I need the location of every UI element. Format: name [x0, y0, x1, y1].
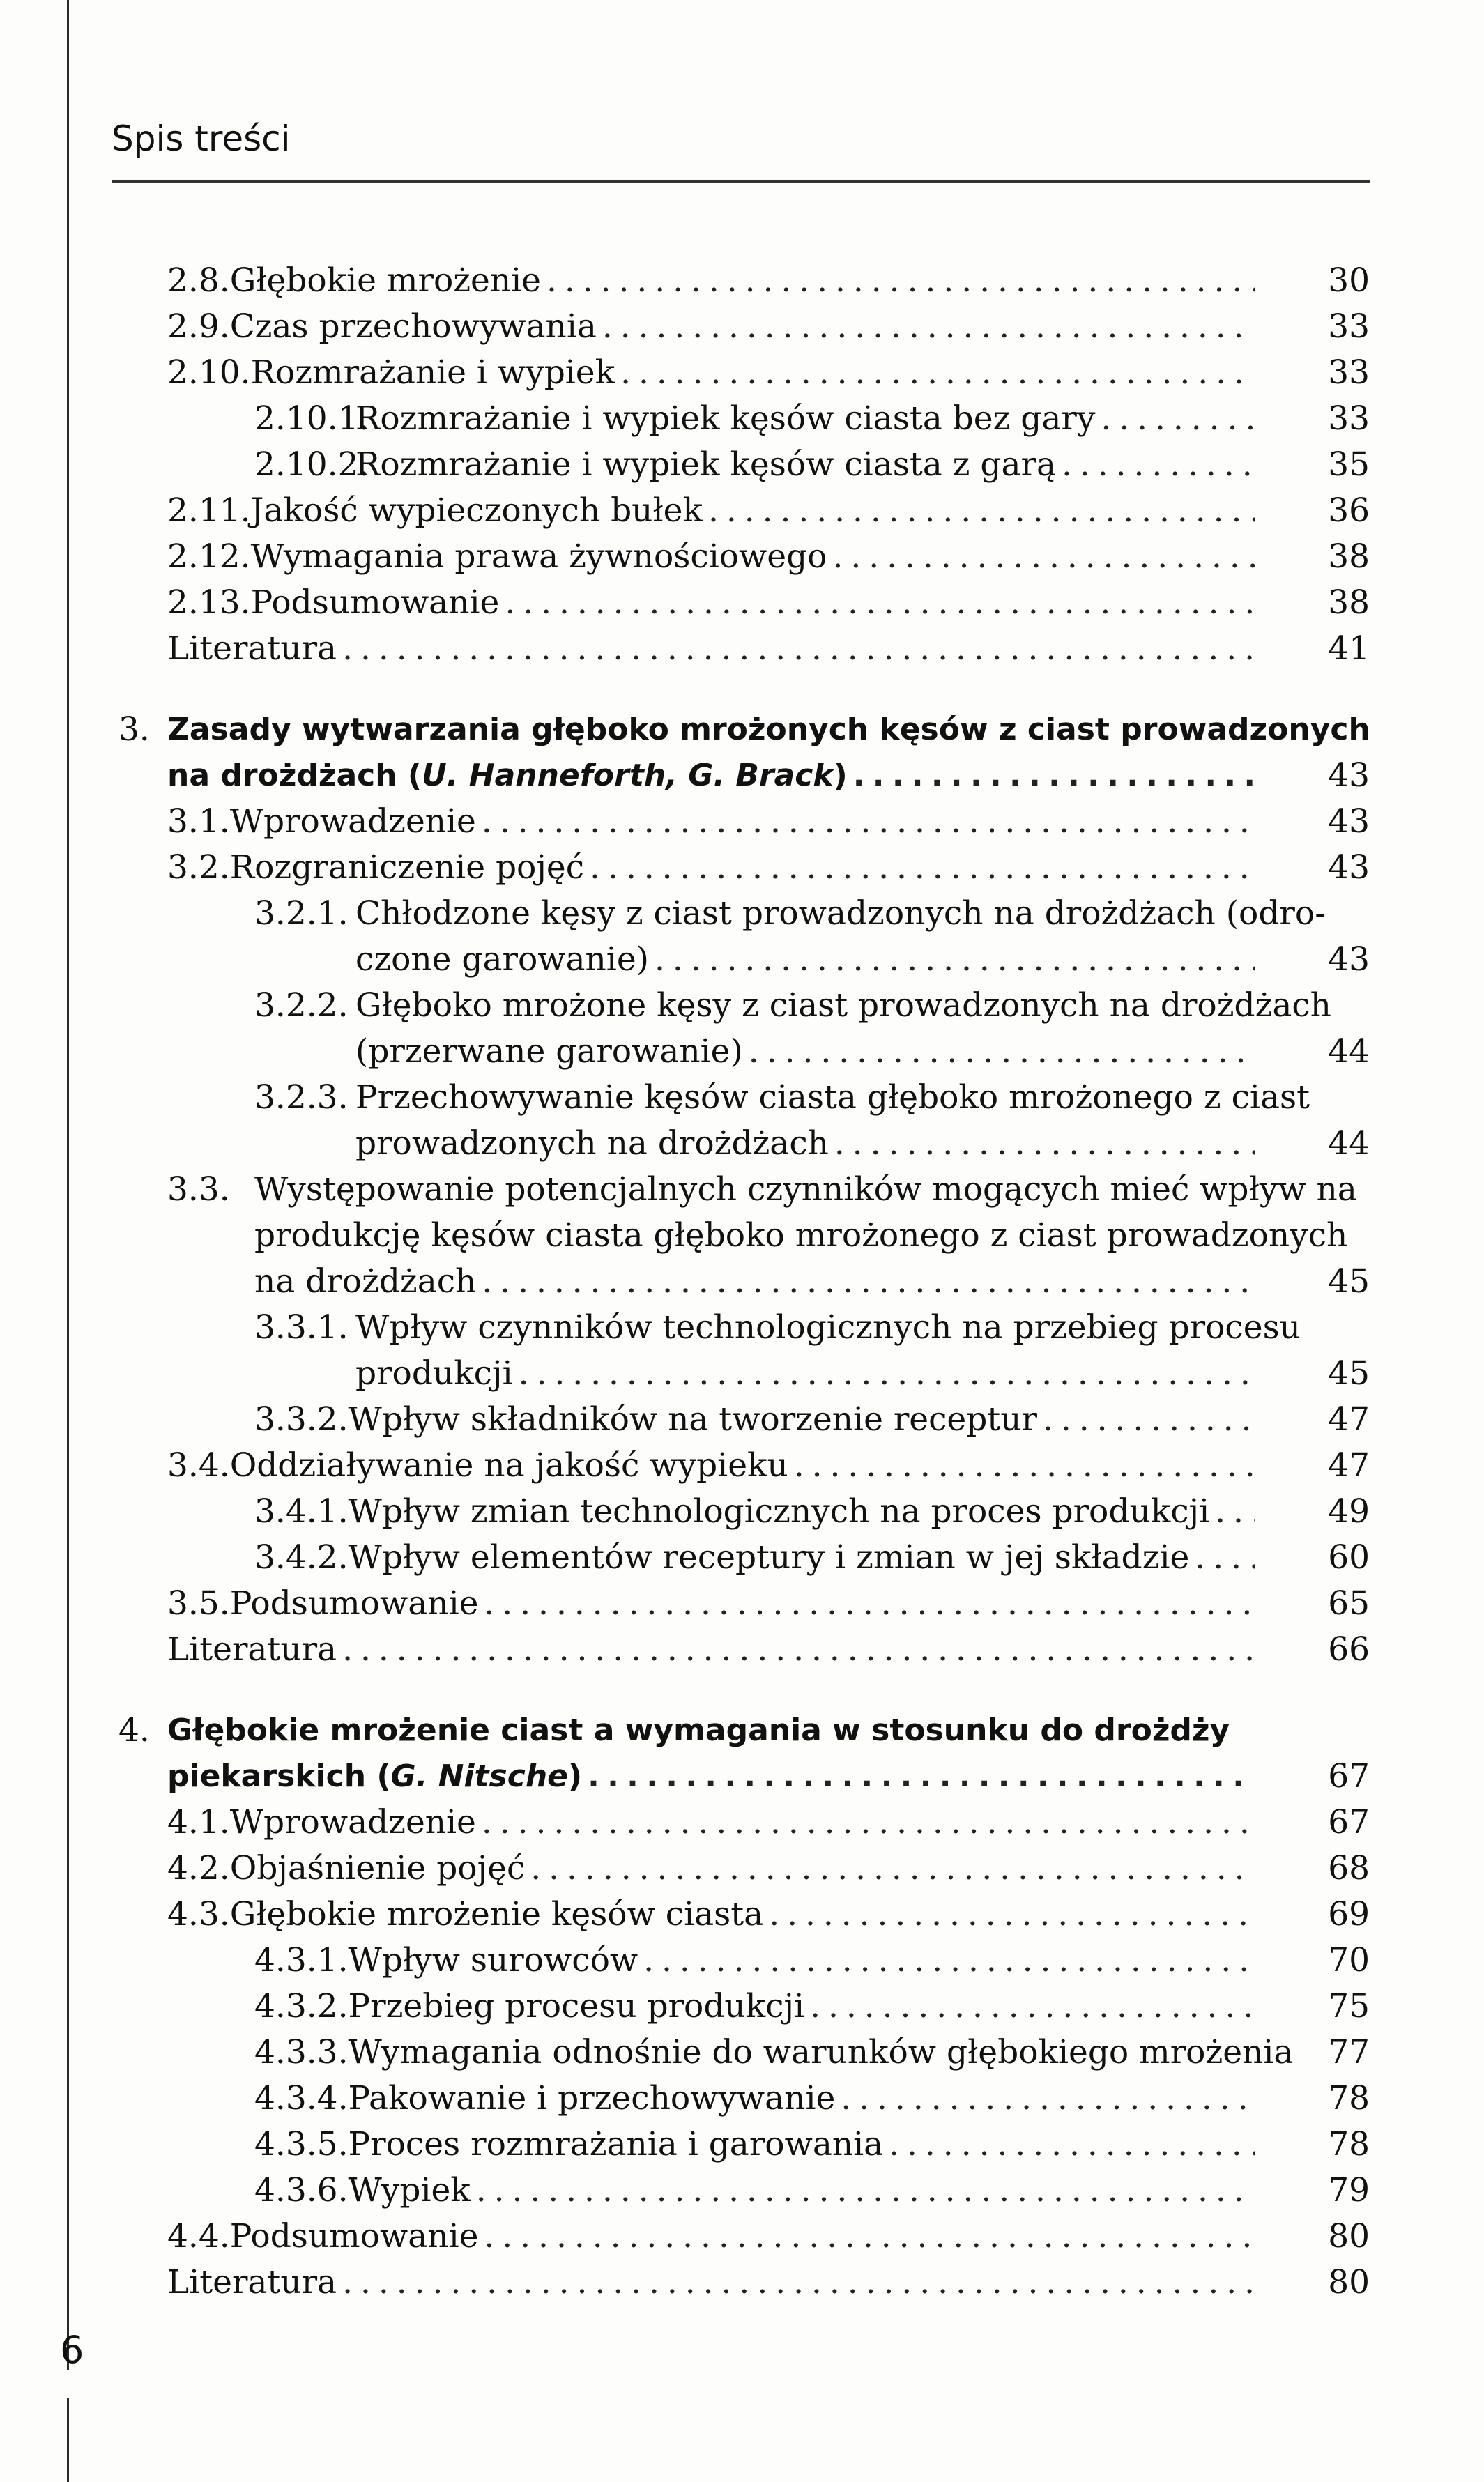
- toc-entry-title: Wypiek: [348, 2171, 471, 2209]
- toc-page-number: 49: [1328, 1492, 1370, 1531]
- toc-entry-number: 3.: [118, 710, 150, 749]
- toc-page-number: 43: [1328, 802, 1370, 841]
- toc-entry-continuation[interactable]: [355, 1029, 1255, 1075]
- toc-entry-number: 3.4.: [167, 1446, 230, 1485]
- toc-entry-title: Wymagania prawa żywnościowego: [250, 537, 827, 576]
- chapter-title: Głębokie mrożenie ciast a wymagania w stosunku do drożdży: [167, 1713, 1230, 1748]
- dot-leader: [513, 1351, 1255, 1397]
- dot-leader: [883, 2122, 1255, 2168]
- dot-leader: [703, 488, 1255, 534]
- dot-leader: [525, 1846, 1255, 1892]
- toc-entry-number: 3.2.3.: [254, 1078, 349, 1117]
- toc-entry[interactable]: [254, 1535, 1255, 1581]
- toc-entry[interactable]: [167, 1581, 1255, 1627]
- dot-leader: [829, 1121, 1255, 1167]
- toc-entry-title: Podsumowanie: [229, 2217, 479, 2255]
- toc-page-number: 47: [1328, 1446, 1370, 1485]
- dot-leader: [743, 1029, 1255, 1075]
- chapter-title: Zasady wytwarzania głęboko mrożonych kęsów z ciast prowadzonych: [167, 712, 1370, 747]
- toc-entry-title: Głębokie mrożenie: [229, 261, 541, 300]
- toc-entry-title: czone garowanie): [355, 940, 649, 979]
- toc-entry-title: Oddziaływanie na jakość wypieku: [229, 1446, 788, 1485]
- toc-entry-title: Wpływ składników na tworzenie receptur: [348, 1400, 1037, 1439]
- toc-page-number: 80: [1328, 2217, 1370, 2255]
- toc-page-number: 43: [1328, 756, 1370, 795]
- toc-entry-title: prowadzonych na drożdżach: [355, 1124, 829, 1163]
- toc-entry[interactable]: [167, 1800, 1255, 1846]
- dot-leader: [476, 799, 1255, 845]
- toc-entry-title: Rozgraniczenie pojęć: [229, 848, 585, 887]
- toc-entry-title: Wpływ czynników technologicznych na przebieg procesu: [355, 1308, 1301, 1347]
- toc-page-number: 44: [1328, 1124, 1370, 1163]
- toc-entry[interactable]: [167, 2214, 1255, 2260]
- toc-page-number: 43: [1328, 940, 1370, 979]
- dot-leader: [615, 350, 1255, 396]
- chapter-heading[interactable]: [167, 753, 1255, 799]
- toc-page-number: 75: [1328, 1987, 1370, 2025]
- toc-entry-number: 3.5.: [167, 1584, 230, 1623]
- toc-entry-number: 4.3.4.: [254, 2079, 349, 2117]
- toc-entry-title: Podsumowanie: [250, 583, 500, 622]
- dot-leader: [649, 937, 1255, 983]
- toc-page-number: 41: [1328, 629, 1370, 668]
- toc-entry[interactable]: [167, 488, 1255, 534]
- toc-page-number: 33: [1328, 399, 1370, 438]
- dot-leader: [337, 2260, 1255, 2306]
- toc-page-number: 67: [1328, 1803, 1370, 1841]
- toc-entry-number: 3.2.: [167, 848, 230, 887]
- toc-entry[interactable]: [167, 580, 1255, 626]
- toc-entry-title: Rozmrażanie i wypiek kęsów ciasta bez gary: [355, 399, 1096, 438]
- toc-entry-title: Literatura: [167, 629, 337, 668]
- toc-entry-number: 2.8.: [167, 261, 230, 300]
- toc-entry-continuation[interactable]: [355, 937, 1255, 983]
- toc-entry-title: Pakowanie i przechowywanie: [348, 2079, 836, 2117]
- toc-entry[interactable]: [254, 2030, 1294, 2076]
- toc-entry-number: 2.10.: [167, 353, 251, 392]
- chapter-title: piekarskich (: [167, 1759, 391, 1794]
- toc-entry-title: Wymagania odnośnie do warunków głębokiego mrożenia: [348, 2033, 1294, 2071]
- toc-entry-continuation[interactable]: [355, 1351, 1255, 1397]
- toc-entry[interactable]: [167, 1627, 1255, 1673]
- toc-entry-title: Wpływ zmian technologicznych na proces produkcji: [348, 1492, 1210, 1531]
- chapter-title: ): [567, 1759, 583, 1794]
- toc-entry[interactable]: [254, 2122, 1255, 2168]
- toc-entry-number: 3.3.1.: [254, 1308, 349, 1347]
- dot-leader: [541, 258, 1255, 304]
- toc-page-number: 67: [1328, 1757, 1370, 1795]
- dot-leader: [584, 845, 1255, 891]
- chapter-heading[interactable]: [167, 1754, 1255, 1800]
- toc-page-number: 78: [1328, 2125, 1370, 2163]
- toc-page-number: 38: [1328, 537, 1370, 576]
- toc-entry-title: Występowanie potencjalnych czynników mogących mieć wpływ na: [254, 1170, 1357, 1209]
- toc-entry-continuation[interactable]: [254, 1259, 1255, 1305]
- toc-entry[interactable]: [167, 534, 1255, 580]
- toc-entry[interactable]: [167, 799, 1255, 845]
- toc-entry[interactable]: [167, 1892, 1255, 1938]
- toc-entry[interactable]: [254, 1938, 1255, 1984]
- toc-entry-title: (przerwane garowanie): [355, 1032, 743, 1071]
- toc-page-number: 70: [1328, 1941, 1370, 1979]
- toc-entry-title: Wpływ surowców: [348, 1941, 638, 1979]
- margin-rule: [67, 0, 69, 2370]
- toc-page-number: 43: [1328, 848, 1370, 887]
- dot-leader: [804, 1984, 1255, 2030]
- toc-entry-number: 3.3.2.: [254, 1400, 349, 1439]
- toc-entry-title: Literatura: [167, 1630, 337, 1669]
- chapter-authors: G. Nitsche: [390, 1759, 568, 1794]
- toc-page-number: 66: [1328, 1630, 1370, 1669]
- running-head: Spis treści: [112, 118, 291, 159]
- toc-entry-title: Proces rozmrażania i garowania: [348, 2125, 884, 2163]
- toc-page-number: 69: [1328, 1895, 1370, 1933]
- toc-entry[interactable]: [254, 2168, 1255, 2214]
- toc-entry[interactable]: [167, 2260, 1255, 2306]
- toc-entry-continuation[interactable]: [355, 1121, 1255, 1167]
- toc-entry-number: 3.1.: [167, 802, 230, 841]
- toc-entry[interactable]: [254, 1397, 1255, 1443]
- toc-page-number: 30: [1328, 261, 1370, 300]
- toc-entry[interactable]: [167, 1846, 1255, 1892]
- toc-page-number: 45: [1328, 1354, 1370, 1393]
- header-rule: [112, 180, 1370, 183]
- toc-page-number: 44: [1328, 1032, 1370, 1071]
- toc-entry[interactable]: [167, 626, 1255, 672]
- toc-entry-number: 2.9.: [167, 307, 230, 346]
- toc-page-number: 65: [1328, 1584, 1370, 1623]
- dot-leader: [337, 626, 1255, 672]
- toc-entry[interactable]: [167, 350, 1255, 396]
- dot-leader: [478, 1581, 1255, 1627]
- toc-entry-number: 2.12.: [167, 537, 251, 576]
- toc-entry-title: Wprowadzenie: [229, 802, 476, 841]
- toc-entry[interactable]: [167, 304, 1255, 350]
- toc-entry-number: 3.4.2.: [254, 1538, 349, 1577]
- toc-entry-number: 4.4.: [167, 2217, 230, 2255]
- toc-entry-number: 2.13.: [167, 583, 251, 622]
- toc-entry-number: 3.3.: [167, 1170, 230, 1209]
- dot-leader: [471, 2168, 1255, 2214]
- toc-entry[interactable]: [254, 1489, 1255, 1535]
- toc-entry-number: 2.10.2.: [254, 445, 369, 484]
- toc-entry[interactable]: [167, 845, 1255, 891]
- chapter-title: na drożdżach (: [167, 758, 422, 793]
- toc-entry-number: 4.3.1.: [254, 1941, 349, 1979]
- toc-entry-title: Głęboko mrożone kęsy z ciast prowadzonych na drożdżach: [355, 986, 1331, 1025]
- toc-entry[interactable]: [254, 2076, 1255, 2122]
- dot-leader: [476, 1800, 1255, 1846]
- toc-entry[interactable]: [167, 258, 1255, 304]
- toc-entry-number: 4.: [118, 1711, 150, 1749]
- toc-entry-number: 4.3.5.: [254, 2125, 349, 2163]
- toc-page-number: 36: [1328, 491, 1370, 530]
- toc-entry-number: 4.3.2.: [254, 1987, 349, 2025]
- toc-entry-number: 3.4.1.: [254, 1492, 349, 1531]
- dot-leader: [582, 1754, 1255, 1800]
- dot-leader: [476, 1259, 1255, 1305]
- dot-leader: [835, 2076, 1255, 2122]
- toc-entry-number: 2.10.1.: [254, 399, 369, 438]
- toc-entry-title: Przebieg procesu produkcji: [348, 1987, 805, 2025]
- dot-leader: [1095, 396, 1255, 442]
- toc-entry-title: Wpływ elementów receptury i zmian w jej składzie: [348, 1538, 1190, 1577]
- toc-entry-title: Jakość wypieczonych bułek: [250, 491, 703, 530]
- toc-entry-title: produkcję kęsów ciasta głęboko mrożonego z ciast prowadzonych: [254, 1216, 1348, 1255]
- chapter-authors: U. Hanneforth, G. Brack: [422, 758, 834, 793]
- toc-entry-number: 2.11.: [167, 491, 251, 530]
- toc-entry-title: na drożdżach: [254, 1262, 477, 1301]
- toc-entry[interactable]: [254, 396, 1255, 442]
- chapter-title: ): [833, 758, 848, 793]
- dot-leader: [1056, 442, 1255, 488]
- dot-leader: [1037, 1397, 1255, 1443]
- toc-entry-title: produkcji: [355, 1354, 513, 1393]
- toc-entry-number: 3.2.1.: [254, 894, 349, 933]
- toc-entry-title: Rozmrażanie i wypiek kęsów ciasta z garą: [355, 445, 1056, 484]
- margin-rule-lower: [67, 2398, 69, 2482]
- toc-page-number: 38: [1328, 583, 1370, 622]
- toc-entry-number: 3.2.2.: [254, 986, 349, 1025]
- toc-entry-title: Czas przechowywania: [229, 307, 597, 346]
- dot-leader: [848, 753, 1255, 799]
- toc-entry-title: Literatura: [167, 2263, 337, 2301]
- toc-entry-number: 4.2.: [167, 1849, 230, 1887]
- toc-page-number: 45: [1328, 1262, 1370, 1301]
- toc-page-number: 80: [1328, 2263, 1370, 2301]
- toc-entry-number: 4.3.: [167, 1895, 230, 1933]
- dot-leader: [1293, 2030, 1299, 2076]
- dot-leader: [638, 1938, 1255, 1984]
- toc-entry[interactable]: [254, 442, 1255, 488]
- dot-leader: [478, 2214, 1255, 2260]
- toc-page-number: 78: [1328, 2079, 1370, 2117]
- dot-leader: [337, 1627, 1255, 1673]
- toc-page-number: 79: [1328, 2171, 1370, 2209]
- toc-entry-title: Chłodzone kęsy z ciast prowadzonych na drożdżach (odro-: [355, 894, 1326, 933]
- dot-leader: [1209, 1489, 1255, 1535]
- toc-entry-title: Rozmrażanie i wypiek: [250, 353, 615, 392]
- toc-page-number: 77: [1328, 2033, 1370, 2071]
- toc-entry-title: Podsumowanie: [229, 1584, 479, 1623]
- dot-leader: [788, 1443, 1255, 1489]
- toc-entry-title: Przechowywanie kęsów ciasta głęboko mrożonego z ciast: [355, 1078, 1310, 1117]
- dot-leader: [499, 580, 1255, 626]
- dot-leader: [597, 304, 1255, 350]
- toc-entry[interactable]: [254, 1984, 1255, 2030]
- dot-leader: [763, 1892, 1255, 1938]
- dot-leader: [827, 534, 1255, 580]
- toc-entry-number: 4.3.6.: [254, 2171, 349, 2209]
- toc-page-number: 60: [1328, 1538, 1370, 1577]
- toc-entry-number: 4.3.3.: [254, 2033, 349, 2071]
- toc-page-number: 47: [1328, 1400, 1370, 1439]
- toc-entry-title: Objaśnienie pojęć: [229, 1849, 526, 1887]
- toc-page-number: 68: [1328, 1849, 1370, 1887]
- toc-page-number: 35: [1328, 445, 1370, 484]
- dot-leader: [1189, 1535, 1255, 1581]
- toc-entry-title: Głębokie mrożenie kęsów ciasta: [229, 1895, 764, 1933]
- toc-page-number: 33: [1328, 307, 1370, 346]
- toc-page-number: 33: [1328, 353, 1370, 392]
- page-number: 6: [60, 2328, 84, 2372]
- toc-entry-title: Wprowadzenie: [229, 1803, 476, 1841]
- toc-entry-number: 4.1.: [167, 1803, 230, 1841]
- toc-entry[interactable]: [167, 1443, 1255, 1489]
